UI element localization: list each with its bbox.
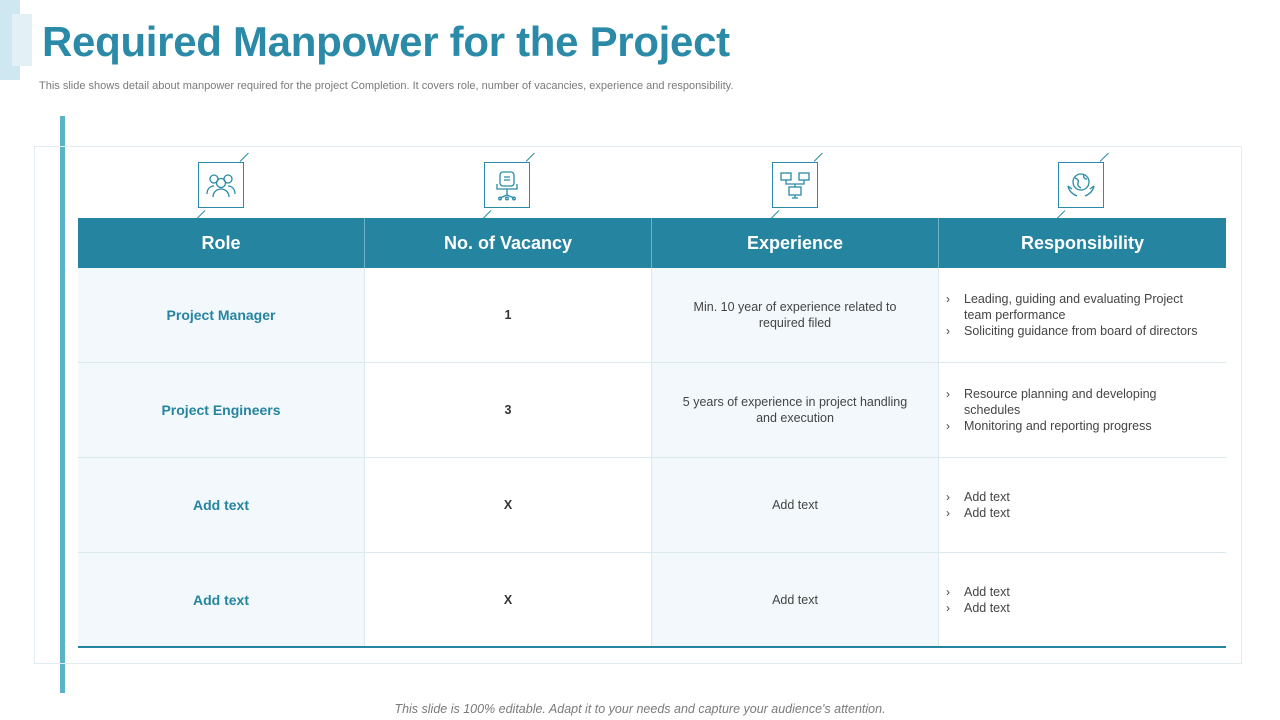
responsibility-item: › Resource planning and developing schedules [946,387,1157,417]
responsibility-cell [939,458,1226,552]
vacancy-cell: 1 [365,268,652,362]
chevron-right-icon: › [946,600,950,615]
chevron-right-icon: › [946,490,950,504]
responsibility-item: › Add text [946,490,1010,504]
experience-cell: Add text [652,553,939,646]
table-header [78,218,1226,268]
responsibility-cell [939,553,1226,646]
chevron-right-icon: › [946,324,950,338]
slide-title: Required Manpower for the Project [42,18,730,65]
role-cell: Add text [78,553,365,646]
responsibility-item: › Soliciting guidance from board of directors [946,324,1198,338]
slide-subtitle: This slide shows detail about manpower required for the project Completion. It covers role, number of vacancies, experience and responsibility. [39,80,734,92]
experience-cell: 5 years of experience in project handling and execution [652,363,939,457]
responsibility-item: › Add text [946,506,1010,520]
chevron-right-icon: › [946,419,950,433]
role-cell: Project Manager [78,268,365,362]
header-vacancy: No. of Vacancy [365,218,652,268]
table-row [78,458,1226,553]
table-row [78,553,1226,648]
table-row [78,363,1226,458]
responsibility-item: › Add text [946,584,1010,599]
header-experience: Experience [652,218,939,268]
responsibility-item: › Monitoring and reporting progress [946,419,1152,433]
chevron-right-icon: › [946,506,950,520]
experience-cell: Add text [652,458,939,552]
experience-cell: Min. 10 year of experience related to required filed [652,268,939,362]
chevron-right-icon: › [946,584,950,599]
header-responsibility: Responsibility [1020,232,1145,253]
computer-network-icon [772,162,818,208]
responsibility-item: › Add text [946,600,1010,615]
role-cell: Project Engineers [78,363,365,457]
responsibility-cell [939,363,1226,457]
responsibility-item: › Leading, guiding and evaluating Project team performance [946,292,1183,322]
manpower-table [78,218,1226,648]
chevron-right-icon: › [946,387,950,401]
corner-accent-inner [12,14,32,66]
responsibility-cell [939,268,1226,362]
vacancy-cell: 3 [365,363,652,457]
table-row [78,268,1226,363]
slide-footer: This slide is 100% editable. Adapt it to your needs and capture your audience's attention. [394,702,886,716]
office-chair-icon [484,162,530,208]
chevron-right-icon: › [946,292,950,306]
globe-hands-icon [1058,162,1104,208]
header-role: Role [78,218,365,268]
team-icon [198,162,244,208]
vacancy-cell: X [365,458,652,552]
vacancy-cell: X [365,553,652,646]
role-cell: Add text [78,458,365,552]
